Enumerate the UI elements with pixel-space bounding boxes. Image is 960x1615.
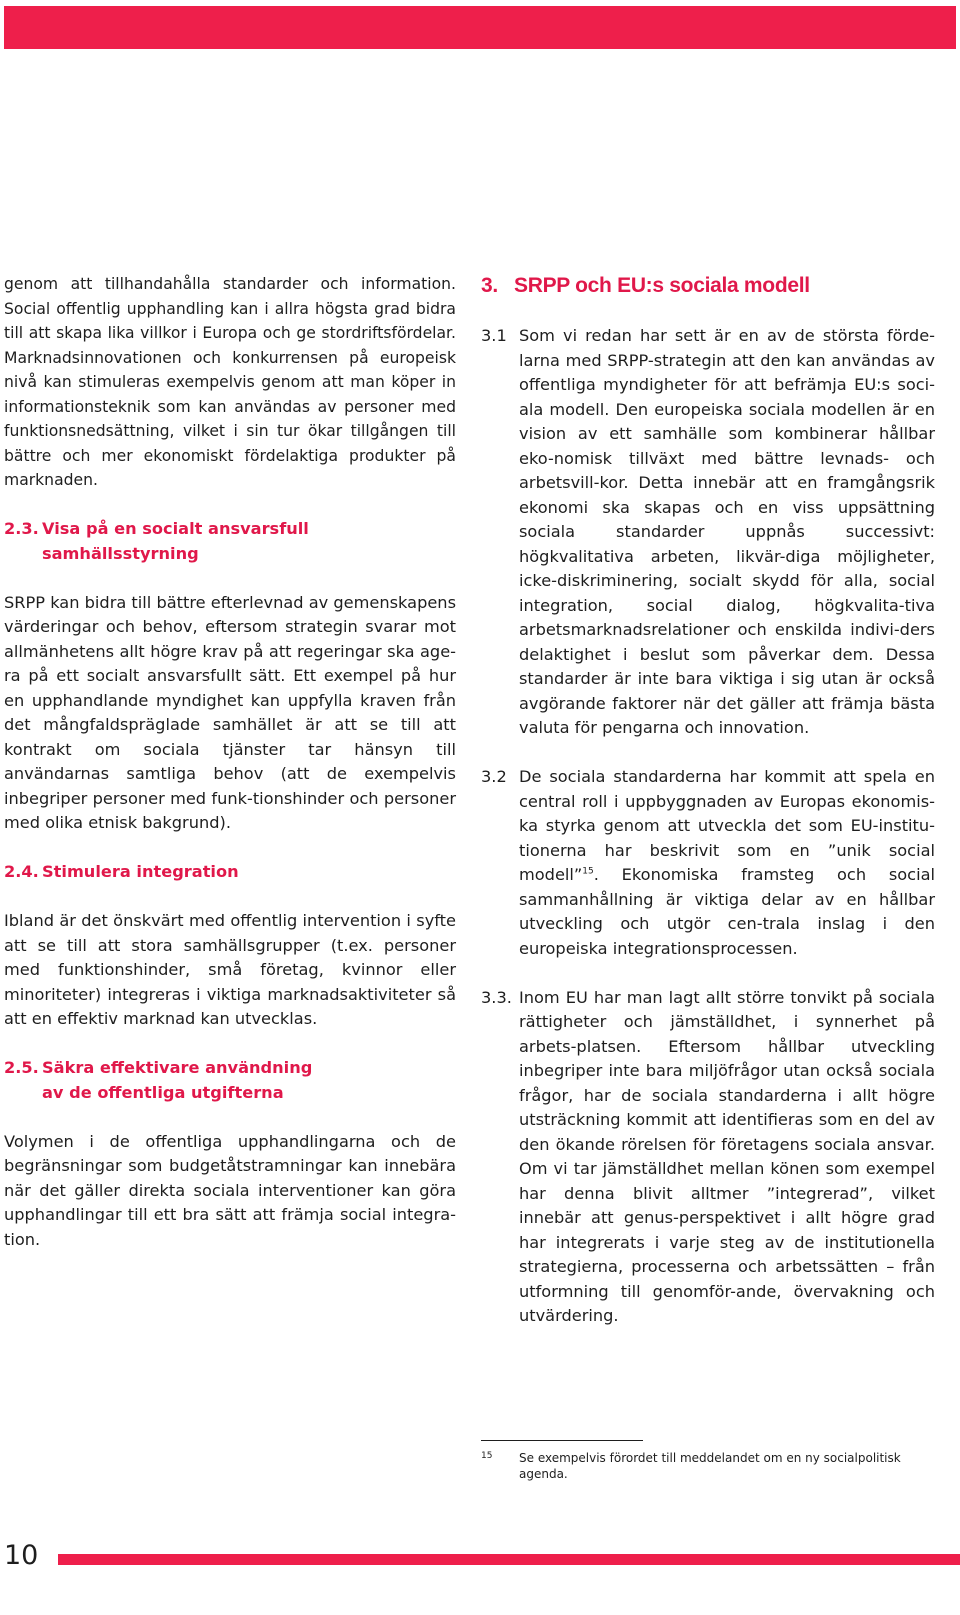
footnote	[481, 1450, 935, 1482]
section-title: Visa på en socialt ansvarsfull samhällsstyrning	[42, 519, 309, 563]
section-2-3-body: SRPP kan bidra till bättre efterlevnad av gemenskapens värderingar och behov, eftersom strategin svarar mot allmänhetens allt högre krav på att regeringar ska age-ra på ett socialt ansvarsfullt sätt. Ett exempel på hur en upphandlande myndighet kan uppfylla kraven från det mångfaldspräglade samhället är att se till att kontrakt om sociala tjänster tar hänsyn till användarnas samtliga behov (att de exempelvis inbegriper personer med funk-tionshinder och personer med olika etnisk bakgrund).	[4, 592, 456, 832]
section-2-4-heading	[4, 860, 456, 885]
footnote-text: Se exempelvis förordet till meddelandet om en ny socialpolitisk agenda.	[519, 1451, 901, 1481]
chapter-number: 3.	[481, 274, 498, 297]
item-text: Som vi redan har sett är en av de största förde-larna med SRPP-strategin att den kan användas av offentliga myndigheter för att befrämja EU:s soci-ala modell. Den europeiska sociala modellen är en vision av ett samhälle som kombinerar hållbar eko-nomisk tillväxt med bättre levnads- och arbetsvill-kor. Detta innebär att en framgångsrik ekonomi ska skapas och en viss uppsättning sociala standarder uppnås successivt: högkvalitativa arbeten, likvär-diga möjligheter, icke-diskriminering, socialt skydd för alla, social integration, social dialog, högkvalita-tiva arbetsmarknadsrelationer och enskilda indivi-ders delaktighet i beslut som påverkar dem. Dessa standarder är inte bara viktiga i sig utan är också avgörande faktorer när det gäller att främja bästa valuta för pengarna och innovation.	[519, 326, 935, 737]
page-number: 10	[4, 1540, 39, 1571]
item-number: 3.3.	[481, 987, 512, 1007]
bottom-accent-bar	[58, 1554, 960, 1565]
section-title	[42, 1056, 456, 1105]
item-text-part-1: De sociala standarderna har kommit att spela en central roll i uppbyggnaden av Europas ekonomis-ka styrka genom att utveckla det som EU-institu-tionerna har beskrivit som en ”unik social modell”	[519, 767, 935, 884]
intro-paragraph: genom att tillhandahålla standarder och information. Social offentlig upphandling kan i allra högsta grad bidra till att skapa lika villkor i Europa och ge stordriftsfördelar. Marknadsinnovationen och konkurrensen på europeisk nivå kan stimuleras exempelvis genom att man köper in informationsteknik som kan användas av personer med funktionsnedsättning, vilket i sin tur ökar tillgången till bättre och mer ekonomiskt fördelaktiga produkter på marknaden.	[4, 275, 456, 489]
item-3-1	[481, 324, 935, 741]
item-text-part-2: . Ekonomiska framsteg och social sammanhållning är viktiga delar av en hållbar utveckling och utgör cen-trala inslag i den europeiska integrationsprocessen.	[519, 865, 935, 958]
chapter-title: SRPP och EU:s sociala modell	[514, 274, 810, 297]
section-number: 2.5.	[4, 1058, 39, 1077]
section-title: Stimulera integration	[42, 862, 239, 881]
top-accent-bar	[4, 6, 956, 49]
section-2-5-heading	[4, 1056, 456, 1105]
item-number: 3.1	[481, 326, 507, 345]
chapter-3-heading	[481, 272, 935, 300]
footnote-number: 15	[481, 1451, 493, 1461]
item-3-2	[481, 765, 935, 961]
section-title-line-1: Säkra effektivare användning	[42, 1058, 313, 1077]
item-text: Inom EU har man lagt allt större tonvikt på sociala rättigheter och jämställdhet, i synnerhet på arbets-platsen. Eftersom hållbar utveckling inbegriper inte bara miljöfrågor utan också sociala frågor, har de sociala standarderna i allt högre utsträckning kommit att identifieras som en del av den ökande rörelsen för företagens sociala ansvar. Om vi tar jämställdhet mellan könen som exempel har denna blivit alltmer ”integrerad”, vilket innebär att genus-perspektivet i allt högre grad har integrerats i varje steg av de institutionella strategierna, processerna och arbetssätten – från utformning till genomför-ande, övervakning och utvärdering.	[519, 987, 935, 1325]
footnote-reference: 15	[582, 866, 594, 877]
item-3-3	[481, 986, 935, 1329]
right-column	[481, 272, 935, 1353]
section-number: 2.3.	[4, 519, 39, 538]
section-number: 2.4.	[4, 862, 39, 881]
footnote-divider	[481, 1440, 643, 1441]
section-2-3-heading	[4, 517, 456, 566]
item-number: 3.2	[481, 767, 507, 786]
section-title-line-2: av de offentliga utgifterna	[42, 1082, 284, 1102]
section-2-4-body: Ibland är det önskvärt med offentlig intervention i syfte att se till att stora samhällsgrupper (t.ex. personer med funktionshinder, små företag, kvinnor eller minoriteter) integreras i viktiga marknadsaktiviteter så att en effektiv marknad kan utvecklas.	[4, 911, 456, 1028]
section-2-5-body: Volymen i de offentliga upphandlingarna och de begränsningar som budgetåtstramningar kan innebära när det gäller direkta sociala interventioner kan göra upphandlingar till ett bra sätt att främja social integra-tion.	[4, 1131, 456, 1249]
left-column	[4, 272, 456, 1252]
item-text	[519, 765, 935, 961]
